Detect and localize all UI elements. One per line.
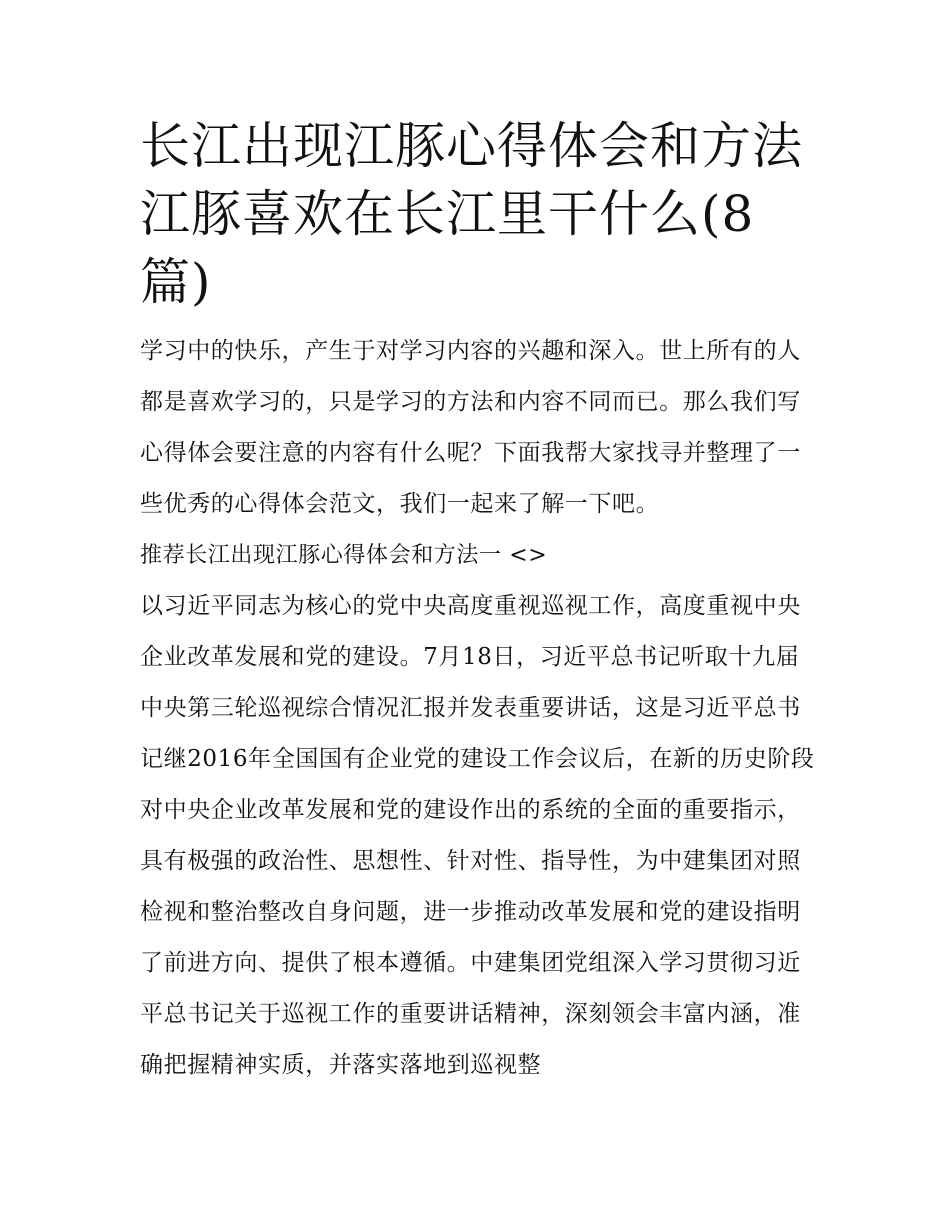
document-title: 长江出现江豚心得体会和方法 江豚喜欢在长江里干什么(8篇) [140, 117, 803, 311]
document-content [140, 112, 820, 1091]
section-heading: 推荐长江出现江豚心得体会和方法一 <> [140, 543, 548, 568]
section-body-paragraph: 以习近平同志为核心的党中央高度重视巡视工作，高度重视中央企业改革发展和党的建设。7月18日，习近平总书记听取十九届中央第三轮巡视综合情况汇报并发表重要讲话，这是习近平总书记继2016年全国国有企业党的建设工作会议后，在新的历史阶段对中央企业改革发展和党的建设作出的系统的全面的重要指示，具有极强的政治性、思想性、针对性、指导性，为中建集团对照检视和整治整改自身问题，进一步推动改革发展和党的建设指明了前进方向、提供了根本遵循。中建集团党组深入学习贯彻习近平总书记关于巡视工作的重要讲话精神，深刻领会丰富内涵，准确把握精神实质，并落实落地到巡视整 [140, 593, 815, 1078]
intro-paragraph: 学习中的快乐，产生于对学习内容的兴趣和深入。世上所有的人都是喜欢学习的，只是学习的方法和内容不同而已。那么我们写心得体会要注意的内容有什么呢？下面我帮大家找寻并整理了一些优秀的心得体会范文，我们一起来了解一下吧。 [140, 338, 801, 517]
